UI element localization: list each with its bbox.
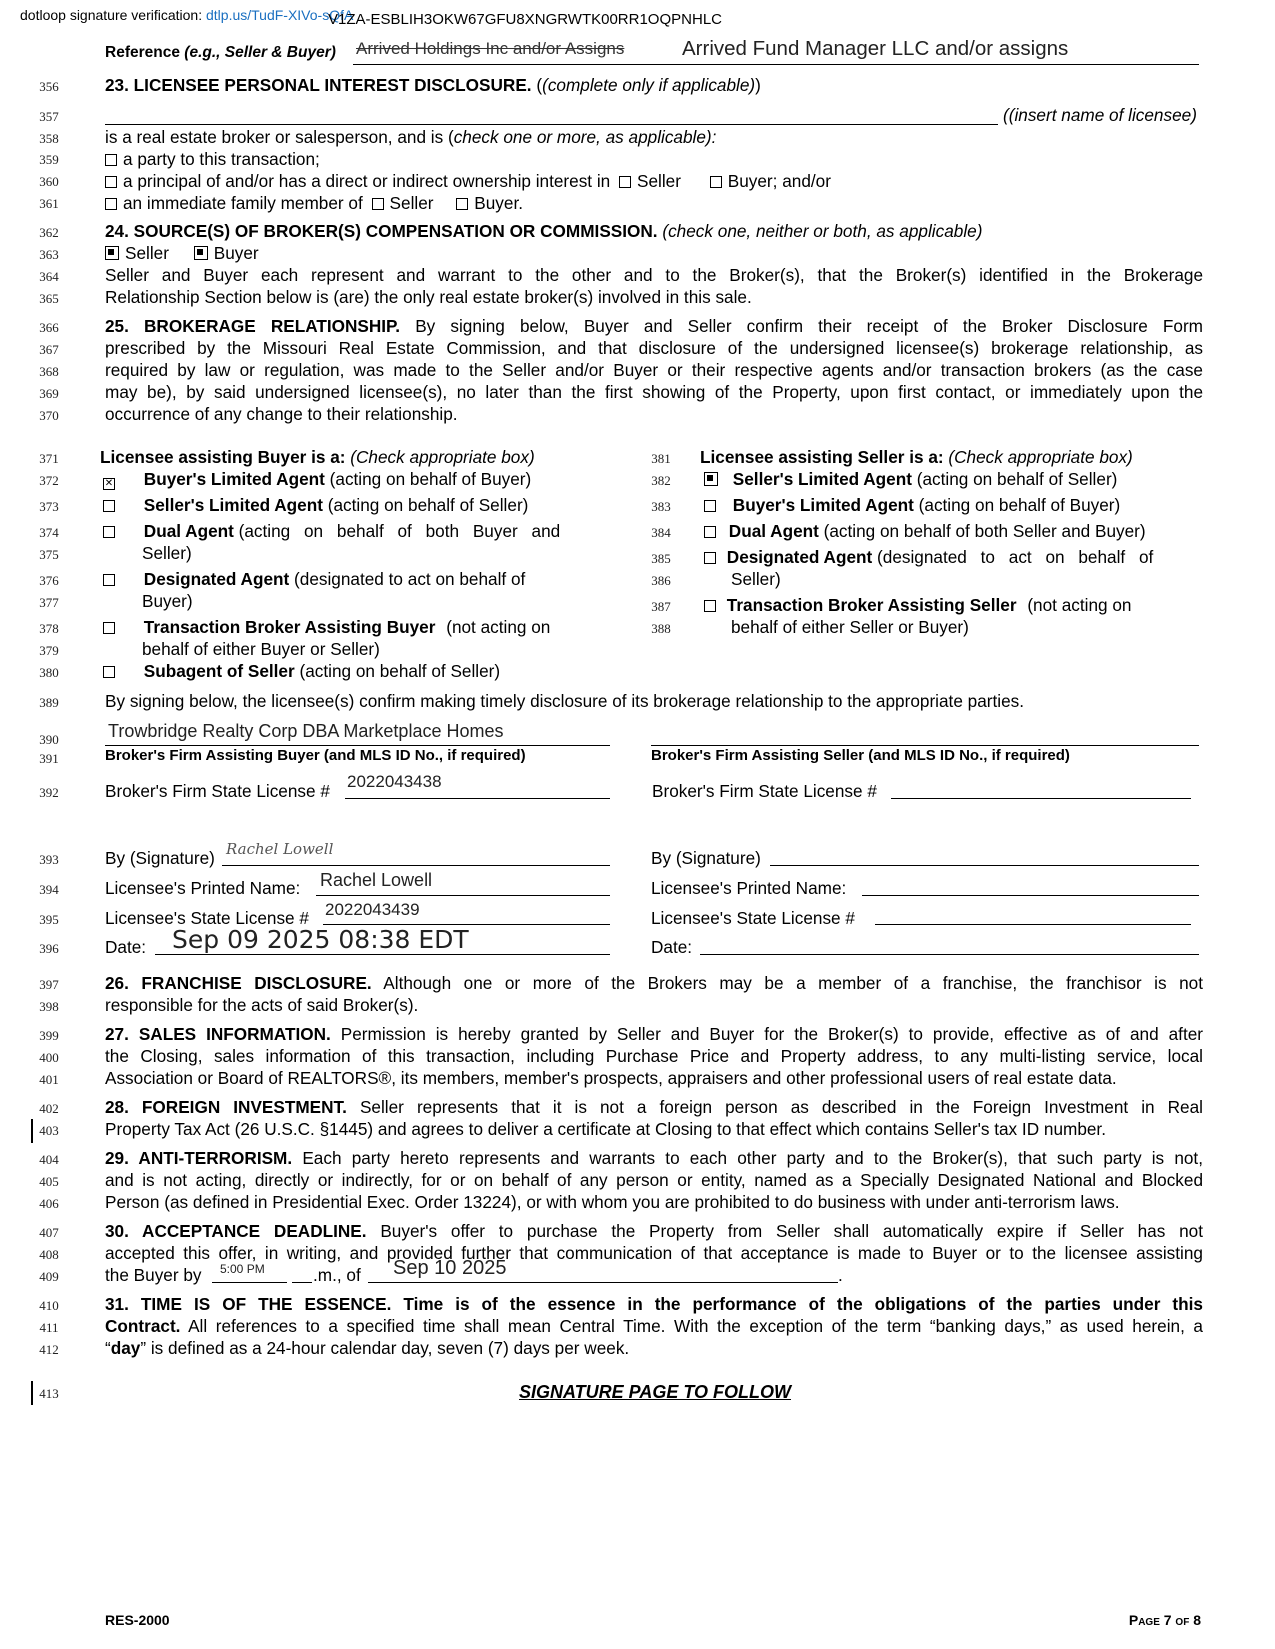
buyer-printed-value: Rachel Lowell — [320, 870, 433, 890]
line-number: 371 — [39, 451, 59, 466]
line-number: 357 — [39, 109, 59, 124]
insert-name-label: ((insert name of licensee) — [1003, 105, 1197, 125]
seller-firm-label: Broker's Firm Assisting Seller (and MLS ID No., if required) — [651, 747, 1070, 764]
seller-license-label: Broker's Firm State License # — [652, 781, 877, 801]
line-359 — [105, 149, 320, 170]
line-number: 405 — [39, 1174, 59, 1189]
dual-agent-checkbox[interactable] — [103, 526, 115, 538]
line-407 — [105, 1221, 1203, 1242]
section-28-title: 28. FOREIGN INVESTMENT. — [105, 1097, 347, 1117]
line-number: 376 — [39, 573, 59, 588]
line-409-period: . — [838, 1265, 843, 1285]
line-411-text: All references to a specified time shall mean Central Time. With the exception of the term “banking days,” as used herein, a — [188, 1316, 1203, 1336]
line-number: 377 — [39, 595, 59, 610]
line-403: Property Tax Act (26 U.S.C. §1445) and agrees to deliver a certificate at Closing to that effect which contains Seller's tax ID number. — [105, 1119, 1106, 1139]
line-number: 411 — [39, 1320, 59, 1335]
line-number: 412 — [39, 1342, 59, 1357]
line-359-text: a party to this transaction; — [123, 149, 320, 169]
line-number: 384 — [651, 525, 671, 540]
line-389: By signing below, the licensee(s) confirm making timely disclosure of its brokerage relationship to the appropriate parties. — [105, 691, 1025, 711]
line-number: 388 — [651, 621, 671, 636]
buyer-printed-label: Licensee's Printed Name: — [105, 878, 301, 898]
line-number: 368 — [39, 364, 59, 379]
line-360-text: a principal of and/or has a direct or indirect ownership interest in — [123, 171, 611, 191]
buyer-opt-designated — [103, 569, 525, 590]
buyer-signature-field[interactable] — [222, 865, 610, 866]
line-405: and is not acting, directly or indirectly, for or on behalf of any person or entity, named as a Specially Designated National and Blocked — [105, 1170, 1203, 1190]
line-number: 404 — [39, 1152, 59, 1167]
line-number: 408 — [39, 1247, 59, 1262]
buyer-lic-label: Licensee's State License # — [105, 908, 309, 928]
line-404-text: Each party hereto represents and warrants to each other party and to the Broker(s), that such party is not, — [302, 1148, 1203, 1168]
buyer-lic-value: 2022043439 — [325, 900, 420, 919]
reference-label-note: (e.g., Seller & Buyer) — [184, 44, 336, 61]
section-23-title: 23. LICENSEE PERSONAL INTEREST DISCLOSURE. — [105, 75, 532, 95]
seller-opt-transaction-cont: behalf of either Seller or Buyer) — [731, 617, 969, 637]
option-text: (not acting on — [1027, 595, 1132, 615]
line-number: 382 — [651, 473, 671, 488]
principal-buyer-label: Buyer; and/or — [727, 171, 831, 191]
line-363 — [105, 243, 259, 264]
line-number: 387 — [651, 599, 671, 614]
line-411-bold: Contract. — [105, 1316, 181, 1336]
principal-seller-label: Seller — [637, 171, 681, 191]
option-bold: Transaction Broker Assisting Seller — [726, 595, 1017, 615]
seller-license-field[interactable] — [891, 798, 1191, 799]
option-bold: Designated Agent — [726, 547, 873, 567]
option-text: (acting on behalf of Buyer) — [918, 495, 1121, 515]
line-number: 358 — [39, 131, 59, 146]
line-369: may be), by said undersigned licensee(s), no later than the first showing of the Property, upon first contact, or immediately upon the — [105, 382, 1203, 402]
line-368: required by law or regulation, was made to the Seller and/or Buyer or their respective agents and/or transaction brokers (as the case — [105, 360, 1203, 380]
seller-opt-designated — [704, 547, 1153, 568]
option-bold: Subagent of Seller — [143, 661, 295, 681]
option-text: (acting on behalf of Seller) — [299, 661, 501, 681]
reference-struck: Arrived Holdings Inc and/or Assigns — [356, 39, 625, 58]
line-number: 402 — [39, 1101, 59, 1116]
line-370: occurrence of any change to their relationship. — [105, 404, 458, 424]
seller-printed-field[interactable] — [862, 895, 1199, 896]
line-366 — [105, 316, 1203, 337]
commission-seller-label: Seller — [125, 243, 169, 263]
line-number: 363 — [39, 247, 59, 262]
line-358-note: check one or more, as applicable): — [453, 127, 717, 147]
option-text: (acting on behalf of Seller) — [916, 469, 1118, 489]
line-number: 389 — [39, 695, 59, 710]
line-number: 390 — [39, 732, 59, 747]
line-412-bold: day — [110, 1338, 141, 1358]
line-397-text: Although one or more of the Brokers may be a member of a franchise, the franchisor is not — [383, 973, 1203, 993]
buyer-heading-text: Licensee assisting Buyer is a: — [100, 447, 346, 467]
line-number: 398 — [39, 999, 59, 1014]
line-364: Seller and Buyer each represent and warrant to the other and to the Broker(s), that the Broker(s) identified in the Brokerage — [105, 265, 1203, 285]
section-24-title: 24. SOURCE(S) OF BROKER(S) COMPENSATION OR COMMISSION. — [105, 221, 658, 241]
line-number: 362 — [39, 225, 59, 240]
line-400: the Closing, sales information of this transaction, including Purchase Price and Property address, to any multi-listing service, local — [105, 1046, 1203, 1066]
line-402-text: Seller represents that it is not a foreign person as described in the Foreign Investment in Real — [359, 1097, 1203, 1117]
line-number: 365 — [39, 291, 59, 306]
line-number: 407 — [39, 1225, 59, 1240]
verification-link[interactable]: dtlp.us/TudF-XIVo-sQfA — [206, 7, 354, 23]
line-number: 379 — [39, 643, 59, 658]
section-30-title: 30. ACCEPTANCE DEADLINE. — [105, 1221, 367, 1241]
section-27-title: 27. SALES INFORMATION. — [105, 1024, 331, 1044]
line-number: 394 — [39, 882, 59, 897]
seller-opt-buyers-limited — [704, 495, 1120, 516]
line-411 — [105, 1316, 1203, 1337]
option-text: (acting on behalf of both Seller and Buyer) — [823, 521, 1146, 541]
section-31-title: 31. TIME IS OF THE ESSENCE. — [105, 1294, 392, 1314]
line-number: 391 — [39, 751, 59, 766]
seller-buyers-limited-checkbox[interactable] — [704, 500, 716, 512]
line-399 — [105, 1024, 1203, 1045]
line-number: 386 — [651, 573, 671, 588]
line-number: 392 — [39, 785, 59, 800]
option-text: (acting on behalf of Seller) — [327, 495, 529, 515]
buyers-limited-agent-checkbox[interactable]: ✕ — [104, 478, 114, 489]
section-24-heading — [105, 221, 982, 242]
ampm-field[interactable] — [292, 1282, 312, 1283]
buyer-firm-value: Trowbridge Realty Corp DBA Marketplace Homes — [108, 721, 504, 741]
line-number: 395 — [39, 912, 59, 927]
line-number: 380 — [39, 665, 59, 680]
line-412-text: ” is defined as a 24-hour calendar day, seven (7) days per week. — [140, 1338, 630, 1358]
line-366-text: By signing below, Buyer and Seller confirm their receipt of the Broker Disclosure Form — [415, 316, 1203, 336]
seller-firm-field[interactable] — [651, 745, 1199, 746]
seller-date-field[interactable] — [700, 954, 1199, 955]
buyer-firm-label: Broker's Firm Assisting Buyer (and MLS ID No., if required) — [105, 747, 526, 764]
line-360 — [105, 171, 831, 192]
buyer-opt-sellers-limited — [103, 495, 528, 516]
seller-heading-note: (Check appropriate box) — [948, 447, 1133, 467]
seller-lic-label: Licensee's State License # — [651, 908, 855, 928]
option-bold: Seller's Limited Agent — [732, 469, 912, 489]
option-bold: Buyer's Limited Agent — [143, 469, 325, 489]
buyer-opt-transaction — [103, 617, 550, 638]
section-26-title: 26. FRANCHISE DISCLOSURE. — [105, 973, 372, 993]
option-text: (not acting on — [446, 617, 551, 637]
line-398: responsible for the acts of said Broker(s). — [105, 995, 419, 1015]
seller-sellers-limited-checkbox[interactable] — [704, 472, 718, 486]
acceptance-date-value: Sep 10 2025 — [393, 1257, 507, 1279]
family-checkbox[interactable] — [105, 198, 117, 210]
line-number: 378 — [39, 621, 59, 636]
option-bold: Transaction Broker Assisting Buyer — [143, 617, 436, 637]
line-365: Relationship Section below is (are) the only real estate broker(s) involved in this sale. — [105, 287, 752, 307]
line-361 — [105, 193, 523, 214]
seller-heading-text: Licensee assisting Seller is a: — [700, 447, 944, 467]
section-24-note: (check one, neither or both, as applicable) — [662, 221, 983, 241]
line-402 — [105, 1097, 1203, 1118]
seller-by-label: By (Signature) — [651, 848, 761, 868]
party-checkbox[interactable] — [105, 154, 117, 166]
seller-printed-label: Licensee's Printed Name: — [651, 878, 847, 898]
line-number: 406 — [39, 1196, 59, 1211]
licensee-name-field[interactable] — [105, 124, 998, 125]
line-number: 401 — [39, 1072, 59, 1087]
section-23-heading: 23. LICENSEE PERSONAL INTEREST DISCLOSURE. ((complete only if applicable)) — [105, 75, 761, 95]
line-410 — [105, 1294, 1203, 1315]
acceptance-time-value: 5:00 PM — [220, 1262, 265, 1276]
line-number: 360 — [39, 174, 59, 189]
buyer-firm-field[interactable] — [105, 745, 610, 746]
line-412-quote: “ — [105, 1338, 111, 1358]
line-404 — [105, 1148, 1203, 1169]
reference-value: Arrived Fund Manager LLC and/or assigns — [682, 37, 1069, 60]
buyer-column-heading — [100, 447, 535, 468]
signature-page-notice: SIGNATURE PAGE TO FOLLOW — [519, 1382, 791, 1402]
line-397 — [105, 973, 1203, 994]
line-358-text: is a real estate broker or salesperson, and is ( — [105, 127, 454, 147]
dotloop-verification — [20, 7, 353, 23]
buyer-opt-dual — [103, 521, 560, 542]
buyer-date-label: Date: — [105, 937, 147, 957]
page-number: Page 7 of 8 — [1128, 1612, 1201, 1628]
line-number: 399 — [39, 1028, 59, 1043]
seller-signature-field[interactable] — [770, 865, 1199, 866]
line-410-text: Time is of the essence in the performance of the obligations of the parties under this — [403, 1294, 1203, 1314]
section-23-note: (complete only if applicable) — [542, 75, 756, 95]
line-412 — [105, 1338, 629, 1359]
verification-label: dotloop signature verification: — [20, 7, 203, 23]
line-358 — [105, 127, 716, 148]
section-29-title: 29. ANTI-TERRORISM. — [105, 1148, 293, 1168]
seller-opt-dual — [704, 521, 1146, 542]
seller-opt-transaction — [704, 595, 1131, 616]
commission-seller-checkbox[interactable] — [105, 246, 119, 260]
subagent-checkbox[interactable] — [103, 666, 115, 678]
line-408: accepted this offer, in writing, and provided further that communication of that acceptance is made to Buyer or to the licensee assisting — [105, 1243, 1203, 1263]
line-number: 372 — [39, 473, 59, 488]
option-text: (acting on behalf of both Buyer and — [238, 521, 561, 541]
seller-column-heading — [700, 447, 1133, 468]
envelope-id: V1ZA-ESBLIH3OKW67GFU8XNGRWTK00RR1OQPNHLC — [328, 11, 722, 28]
buyer-opt-transaction-cont: behalf of either Buyer or Seller) — [142, 639, 380, 659]
option-bold: Buyer's Limited Agent — [732, 495, 914, 515]
line-number: 413 — [39, 1386, 59, 1401]
line-number: 383 — [651, 499, 671, 514]
line-number: 381 — [651, 451, 671, 466]
option-bold: Dual Agent — [143, 521, 234, 541]
buyer-license-field[interactable] — [345, 798, 610, 799]
line-361-text: an immediate family member of — [123, 193, 363, 213]
reference-underline — [353, 64, 1199, 65]
option-text: (acting on behalf of Buyer) — [329, 469, 532, 489]
seller-date-label: Date: — [651, 937, 693, 957]
line-number: 369 — [39, 386, 59, 401]
line-409-mid: .m., of — [313, 1265, 361, 1285]
buyer-printed-field[interactable] — [316, 895, 610, 896]
family-buyer-label: Buyer. — [474, 193, 524, 213]
sellers-limited-agent-checkbox[interactable] — [103, 500, 115, 512]
buyer-signature[interactable]: Rachel Lowell — [226, 840, 334, 858]
line-number: 400 — [39, 1050, 59, 1065]
seller-transaction-broker-checkbox[interactable] — [704, 600, 716, 612]
seller-opt-designated-cont: Seller) — [731, 569, 781, 589]
family-seller-label: Seller — [389, 193, 434, 213]
line-number: 361 — [39, 196, 59, 211]
buyer-date-field[interactable] — [155, 954, 610, 955]
line-number: 370 — [39, 408, 59, 423]
line-number: 356 — [39, 79, 59, 94]
line-number: 366 — [39, 320, 59, 335]
acceptance-date-field[interactable] — [368, 1282, 838, 1283]
option-bold: Seller's Limited Agent — [143, 495, 323, 515]
line-number: 359 — [39, 152, 59, 167]
reference-row — [105, 44, 336, 62]
line-number: 364 — [39, 269, 59, 284]
revision-bar — [31, 1119, 33, 1143]
insert-name-text: (insert name of licensee) — [1008, 105, 1197, 125]
commission-buyer-label: Buyer — [213, 243, 259, 263]
seller-opt-sellers-limited — [704, 469, 1117, 490]
line-number: 396 — [39, 941, 59, 956]
seller-designated-agent-checkbox[interactable] — [704, 552, 716, 564]
line-number: 374 — [39, 525, 59, 540]
line-407-text: Buyer's offer to purchase the Property from Seller shall automatically expire if Seller has not — [380, 1221, 1203, 1241]
line-number: 409 — [39, 1269, 59, 1284]
buyer-opt-buyers-limited — [103, 469, 531, 490]
line-406: Person (as defined in Presidential Exec. Order 13224), or with whom you are prohibited to do business with under anti-terrorism laws. — [105, 1192, 1120, 1212]
option-bold: Dual Agent — [728, 521, 819, 541]
line-number: 397 — [39, 977, 59, 992]
principal-checkbox[interactable] — [105, 176, 117, 188]
designated-agent-checkbox[interactable] — [103, 574, 115, 586]
principal-seller-checkbox[interactable] — [619, 176, 631, 188]
section-25-title: 25. BROKERAGE RELATIONSHIP. — [105, 316, 401, 336]
line-367: prescribed by the Missouri Real Estate Commission, and that disclosure of the undersigned licensee(s) brokerage relationship, as — [105, 338, 1203, 358]
buyer-date-value: Sep 09 2025 08:38 EDT — [172, 925, 469, 954]
form-id: RES-2000 — [105, 1612, 170, 1628]
seller-lic-field[interactable] — [875, 924, 1191, 925]
line-number: 385 — [651, 551, 671, 566]
option-text: (designated to act on behalf of — [294, 569, 526, 589]
acceptance-time-field[interactable] — [212, 1282, 287, 1283]
line-number: 393 — [39, 852, 59, 867]
line-number: 373 — [39, 499, 59, 514]
principal-buyer-checkbox[interactable] — [710, 176, 722, 188]
option-bold: Designated Agent — [143, 569, 290, 589]
line-409: the Buyer by — [105, 1265, 202, 1285]
transaction-broker-checkbox[interactable] — [103, 622, 115, 634]
line-number: 410 — [39, 1298, 59, 1313]
line-number: 403 — [39, 1123, 59, 1138]
line-number: 367 — [39, 342, 59, 357]
seller-dual-agent-checkbox[interactable] — [704, 526, 716, 538]
line-number: 375 — [39, 547, 59, 562]
family-buyer-checkbox[interactable] — [456, 198, 468, 210]
buyer-by-label: By (Signature) — [105, 848, 215, 868]
line-401: Association or Board of REALTORS®, its members, member's prospects, appraisers and other professional users of real estate data. — [105, 1068, 1117, 1088]
buyer-license-label: Broker's Firm State License # — [105, 781, 330, 801]
reference-label: Reference — [105, 44, 180, 61]
line-399-text: Permission is hereby granted by Seller and Buyer for the Broker(s) to provide, effective as of and after — [340, 1024, 1204, 1044]
buyer-opt-dual-cont: Seller) — [142, 543, 192, 563]
buyer-license-value: 2022043438 — [347, 772, 442, 791]
commission-buyer-checkbox[interactable] — [194, 246, 208, 260]
family-seller-checkbox[interactable] — [372, 198, 384, 210]
buyer-heading-note: (Check appropriate box) — [350, 447, 535, 467]
option-text: (designated to act on behalf of — [877, 547, 1154, 567]
buyer-opt-subagent — [103, 661, 500, 682]
buyer-opt-designated-cont: Buyer) — [142, 591, 193, 611]
